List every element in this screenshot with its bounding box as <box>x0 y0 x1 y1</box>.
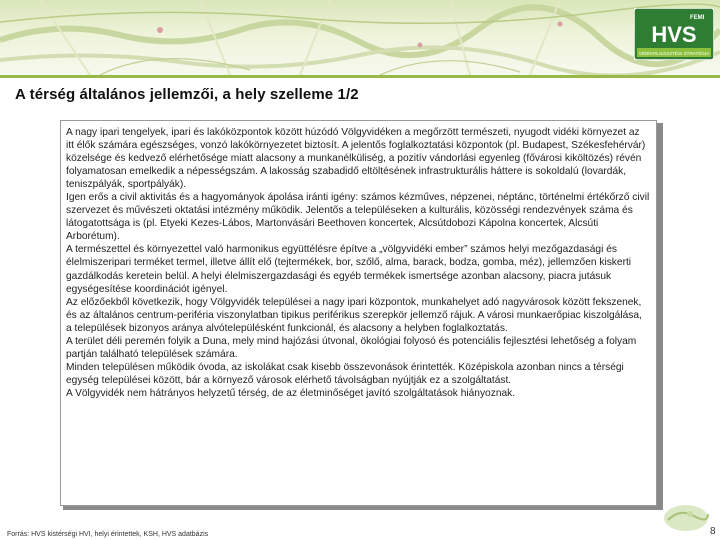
paragraph: Az előzőekből következik, hogy Völgyvidék települései a nagy ipari központok, munkahelyet adó nagyvárosok között fekszenek, és az általános centrum-periféria viszonylatban tipikus periférikus szerepkör jellemző rájuk. A városi munkaerőpiac kiszolgálása, a települések bizonyos aránya alvótelepülésként funkcionál, és alacsony a helyben foglalkoztatás. <box>66 296 642 334</box>
logo-top-text: FEMI <box>690 15 705 21</box>
body-text <box>66 126 650 400</box>
paragraph: Minden településen működik óvoda, az iskolákat csak kisebb összevonások érintették. Középiskola azonban nincs a térségi egység települései között, bár a környező városok elérhető távolságban nyújtják ez a szolgáltatást. <box>66 361 624 386</box>
paragraph: A Völgyvidék nem hátrányos helyzetű térség, de az életminőséget javító szolgáltatások hiányoznak. <box>66 387 516 399</box>
slide-title: A térség általános jellemzői, a hely szelleme 1/2 <box>15 86 359 103</box>
source-footer: Forrás: HVS kistérségi HVI, helyi érintettek, KSH, HVS adatbázis <box>7 531 209 538</box>
map-background-illustration <box>0 0 720 75</box>
hvs-logo <box>634 8 714 60</box>
paragraph: Igen erős a civil aktivitás és a hagyományok ápolása iránti igény: számos kézműves, népzenei, néptánc, történelmi értékőrző civil szervezet és művészeti oktatási intézmény működik. Jelentős a településeken a kulturális, közösségi rendezvények száma és látogatottsága is (pl. Etyeki Kezes-Lábos, Martonvásári Beethoven koncertek, Alcsútdobozi Kápolna koncertek, Alcsúti Arborétum). <box>66 192 650 243</box>
paragraph: A természettel és környezettel való harmonikus együttélésre építve a „völgyvidéki ember” számos helyi mezőgazdasági és élelmiszeripari terméket termel, illetve állít elő (tejtermékek, bor, szőlő, alma, barack, bodza, gomba, méz), jellemzően kiskerti gazdálkodás keretein belül. A helyi élelmiszergazdasági és egyéb termékek ismertsége azonban alacsony, piacra jutásuk egységesítése koordinációt igényel. <box>66 244 632 295</box>
footer-decoration-icon <box>660 498 712 536</box>
logo-subtitle: VIDÉKFEJLESZTÉSI STRATÉGIA <box>638 51 710 56</box>
logo-brand: HVS <box>651 22 697 47</box>
header-divider <box>0 75 720 78</box>
paragraph: A nagy ipari tengelyek, ipari és lakóközpontok között húzódó Völgyvidéken a megőrzött természeti, nyugodt vidéki környezet az itt élők számára egészséges, vonzó lakókörnyezetet biztosít. A jelentős foglalkoztatási központok (pl. Budapest, Székesfehérvár) közelsége és kedvező elérhetősége miatt alacsony a munkanélküliség, a pozitív vándorlási egyenleg (fővárosi kiköltözés) révén folyamatosan emelkedik a népességszám. A lakosság szabadidő eltöltésének infrastrukturális háttere is sokoldalú (lovardák, teniszpályák, sportpályák). <box>66 127 646 191</box>
content-text-box <box>60 120 657 506</box>
header-banner <box>0 0 720 75</box>
page-number: 8 <box>710 526 716 537</box>
paragraph: A terület déli peremén folyik a Duna, mely mind hajózási útvonal, ökológiai folyosó és potenciális fejlesztési lehetőség a folyam partján található települések számára. <box>66 335 637 360</box>
